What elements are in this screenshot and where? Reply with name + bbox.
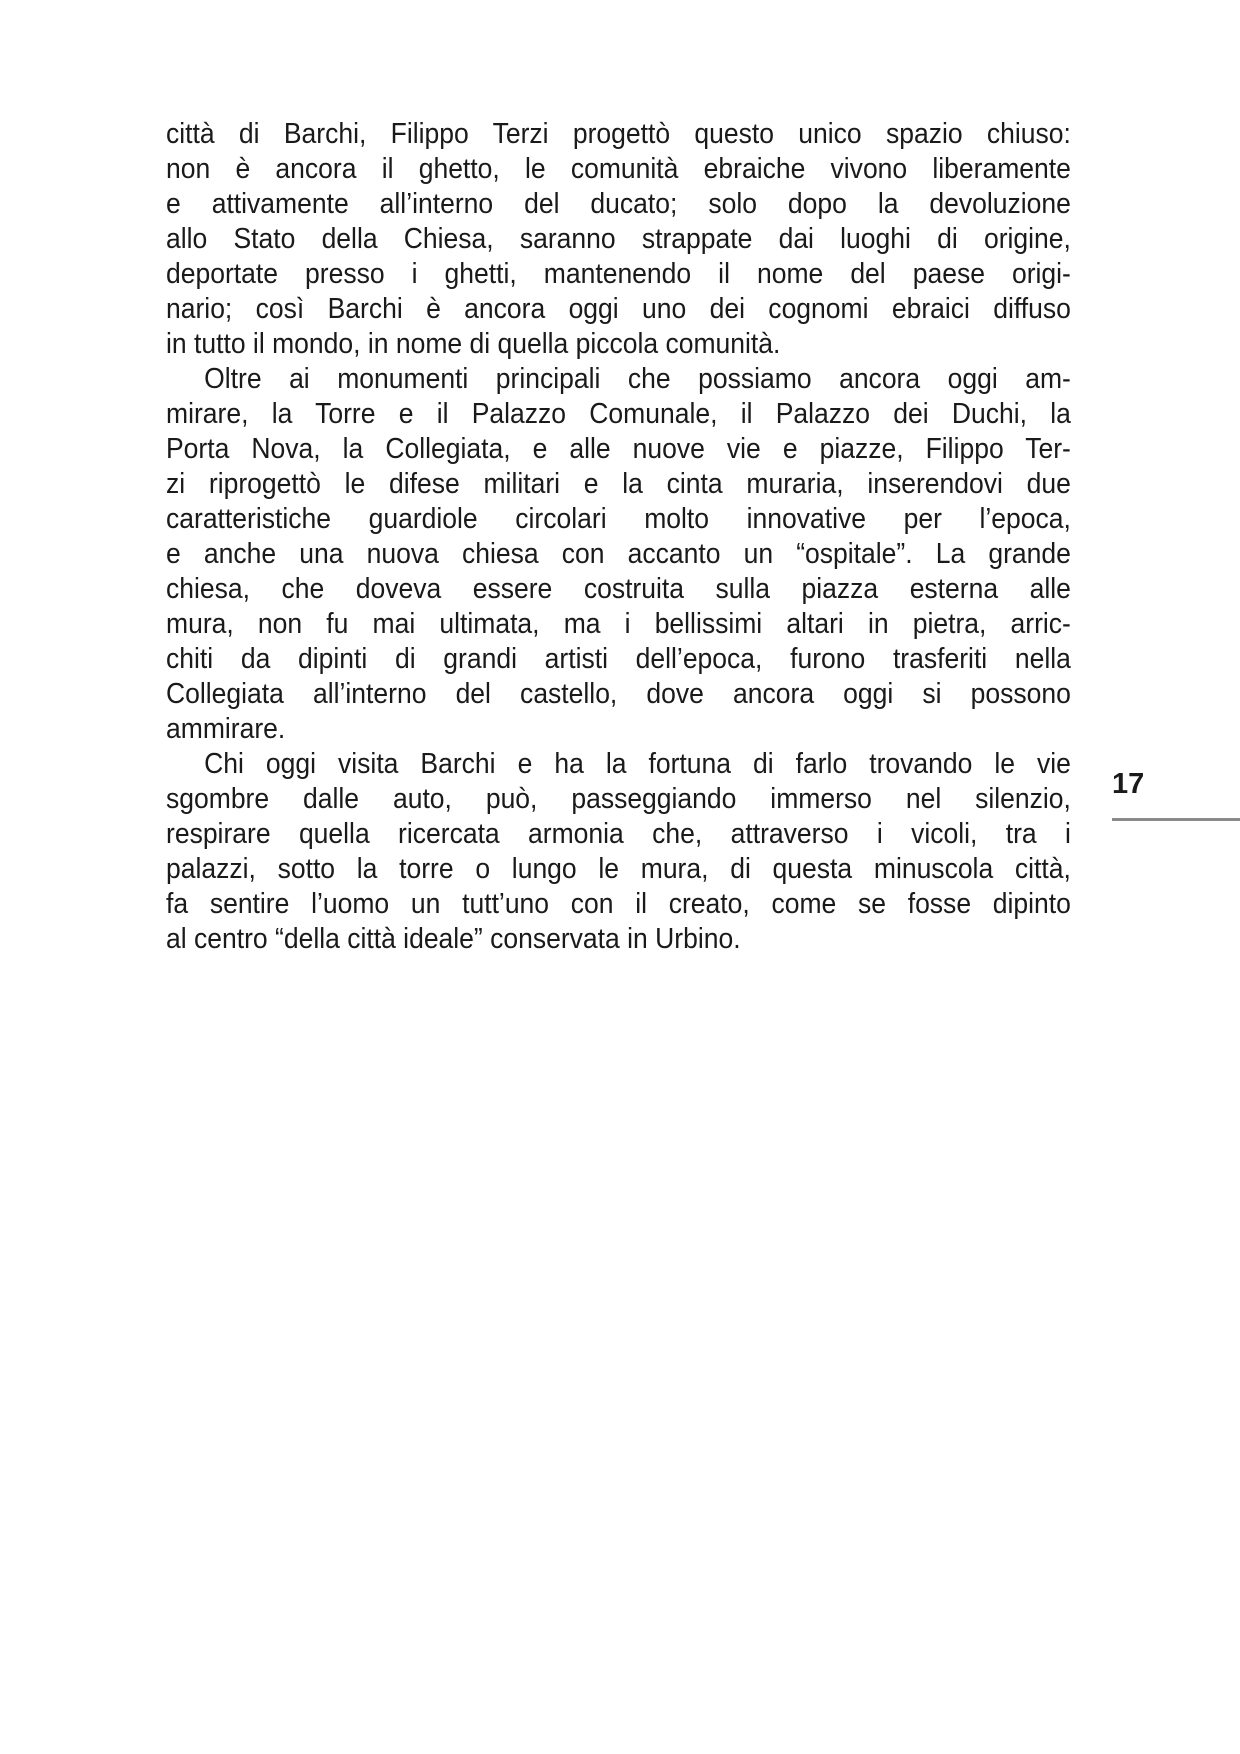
text-line: chiesa, che doveva essere costruita sulla piazza esterna alle	[166, 573, 1071, 605]
text-line: caratteristiche guardiole circolari molto innovative per l’epoca,	[166, 503, 1071, 535]
text-line: fa sentire l’uomo un tutt’uno con il creato, come se fosse dipinto	[166, 888, 1071, 920]
text-line: al centro “della città ideale” conservata in Urbino.	[166, 923, 741, 955]
text-line: e anche una nuova chiesa con accanto un “ospitale”. La grande	[166, 538, 1071, 570]
text-line: chiti da dipinti di grandi artisti dell’epoca, furono trasferiti nella	[166, 643, 1071, 675]
text-line: allo Stato della Chiesa, saranno strappate dai luoghi di origine,	[166, 223, 1071, 255]
text-line: deportate presso i ghetti, mantenendo il nome del paese origi-	[166, 258, 1071, 290]
body-text	[166, 117, 1071, 957]
text-line: Oltre ai monumenti principali che possiamo ancora oggi am-	[204, 363, 1071, 395]
text-line: palazzi, sotto la torre o lungo le mura, di questa minuscola città,	[166, 853, 1071, 885]
text-line: e attivamente all’interno del ducato; solo dopo la devoluzione	[166, 188, 1071, 220]
text-line: in tutto il mondo, in nome di quella piccola comunità.	[166, 328, 781, 360]
text-line: Collegiata all’interno del castello, dove ancora oggi si possono	[166, 678, 1071, 710]
text-line: città di Barchi, Filippo Terzi progettò questo unico spazio chiuso:	[166, 118, 1071, 150]
text-line: ammirare.	[166, 713, 286, 745]
page-number-rule	[1112, 818, 1240, 821]
text-line: Chi oggi visita Barchi e ha la fortuna di farlo trovando le vie	[204, 748, 1071, 780]
text-line: Porta Nova, la Collegiata, e alle nuove vie e piazze, Filippo Ter-	[166, 433, 1071, 465]
page-number: 17	[1112, 768, 1145, 800]
text-line: mirare, la Torre e il Palazzo Comunale, il Palazzo dei Duchi, la	[166, 398, 1071, 430]
text-line: non è ancora il ghetto, le comunità ebraiche vivono liberamente	[166, 153, 1071, 185]
text-line: zi riprogettò le difese militari e la cinta muraria, inserendovi due	[166, 468, 1071, 500]
text-line: nario; così Barchi è ancora oggi uno dei cognomi ebraici diffuso	[166, 293, 1071, 325]
text-line: mura, non fu mai ultimata, ma i bellissimi altari in pietra, arric-	[166, 608, 1071, 640]
text-line: sgombre dalle auto, può, passeggiando immerso nel silenzio,	[166, 783, 1071, 815]
text-line: respirare quella ricercata armonia che, attraverso i vicoli, tra i	[166, 818, 1071, 850]
